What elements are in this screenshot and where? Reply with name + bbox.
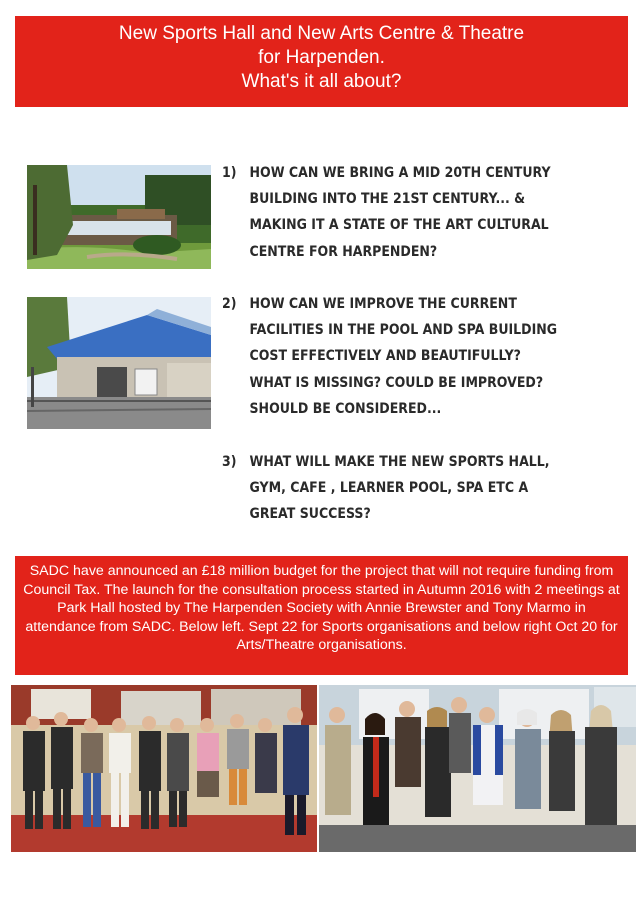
sports-meeting-photo [11, 685, 317, 852]
arts-meeting-photo [319, 685, 636, 852]
question-3 [222, 449, 550, 528]
question-1 [222, 160, 551, 265]
question-1-number: 1) [222, 164, 237, 181]
question-2-line-5: SHOULD BE CONSIDERED... [249, 399, 442, 417]
question-3-line-3: GREAT SUCCESS? [249, 505, 371, 523]
question-1-line-3: MAKING IT A STATE OF THE ART CULTURAL [249, 216, 549, 234]
pool-spa-photo [27, 297, 211, 429]
title-banner [15, 16, 628, 107]
question-3-line-1: WHAT WILL MAKE THE NEW SPORTS HALL, [249, 453, 550, 470]
question-2-number: 2) [222, 295, 237, 312]
question-1-line-4: CENTRE FOR HARPENDEN? [249, 242, 438, 260]
title-line-3: What's it all about? [241, 71, 402, 92]
question-1-line-2: BUILDING INTO THE 21ST CENTURY... & [249, 190, 526, 208]
question-3-line-2: GYM, CAFE , LEARNER POOL, SPA ETC A [249, 479, 529, 497]
arts-centre-photo [27, 165, 211, 269]
question-2-line-1: HOW CAN WE IMPROVE THE CURRENT [249, 295, 517, 312]
question-3-number: 3) [222, 453, 237, 470]
question-2-line-3: COST EFFECTIVELY AND BEAUTIFULLY? [249, 347, 521, 365]
question-2-line-2: FACILITIES IN THE POOL AND SPA BUILDING [249, 321, 558, 339]
title-line-1: New Sports Hall and New Arts Centre & Theatre [118, 23, 525, 44]
question-2 [222, 291, 557, 422]
title-line-2: for Harpenden. [258, 47, 385, 68]
info-text: SADC have announced an £18 million budget for the project that will not require funding from Council Tax. The launch for the consultation process started in Autumn 2016 with 2 meetings at Park Hall hosted by The Harpenden Society with Annie Brewster and Tony Marmo in attendance from SADC. Below left. Sept 22 for Sports organisations and below right Oct 20 for Arts/Theatre organisations. [23, 563, 620, 653]
info-banner [15, 556, 628, 675]
question-1-line-1: HOW CAN WE BRING A MID 20TH CENTURY [249, 164, 551, 181]
question-2-line-4: WHAT IS MISSING? COULD BE IMPROVED? [249, 373, 544, 391]
